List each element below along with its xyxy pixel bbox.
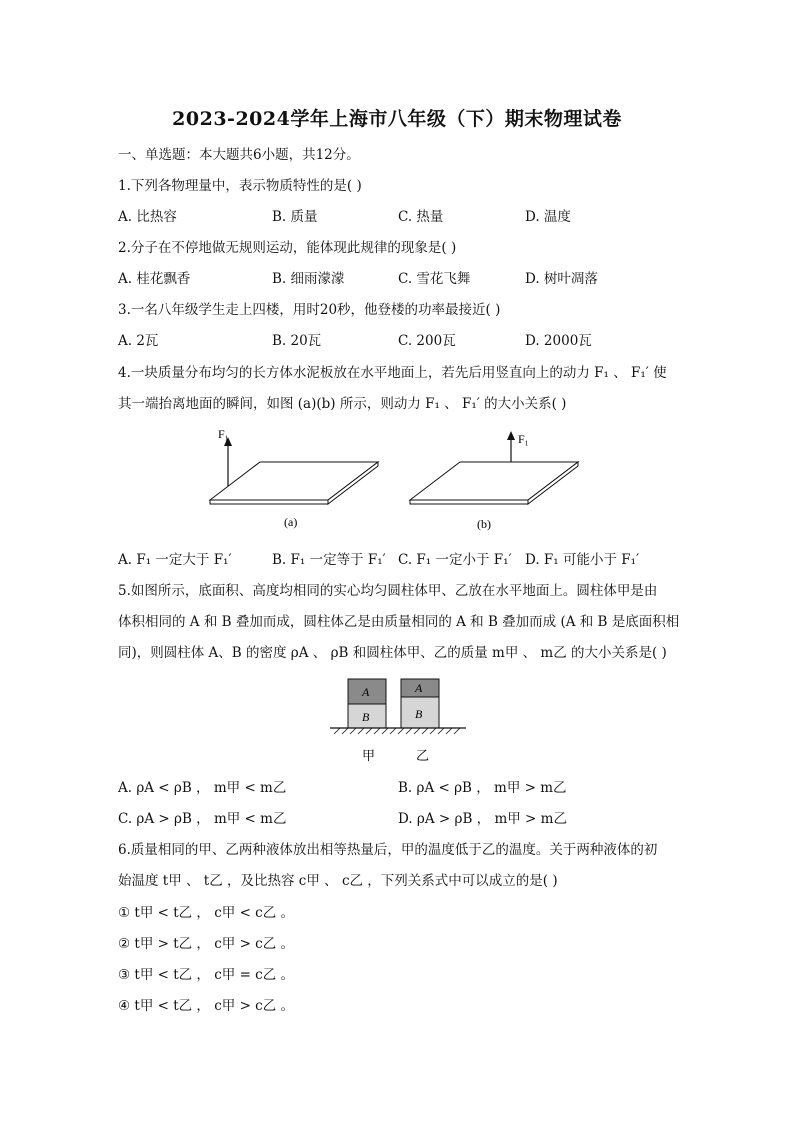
q3-option-b: B. 20瓦 bbox=[272, 333, 322, 349]
ground-hatch bbox=[330, 728, 466, 734]
section-heading: 一、单选题：本大题共6小题，共12分。 bbox=[118, 147, 360, 163]
q1-option-b: B. 质量 bbox=[272, 209, 318, 225]
yi-label-a: A bbox=[415, 681, 423, 695]
q6-item-2: ② t甲 > t乙 ， c甲 > c乙 。 bbox=[118, 936, 295, 952]
jia-label-b: B bbox=[362, 710, 370, 724]
jia-label-a: A bbox=[362, 685, 370, 699]
q3-option-d: D. 2000瓦 bbox=[525, 333, 592, 349]
q1-option-c: C. 热量 bbox=[398, 209, 444, 225]
q6-item-4: ④ t甲 < t乙 ， c甲 > c乙 。 bbox=[118, 998, 295, 1014]
q1-option-d: D. 温度 bbox=[525, 209, 571, 225]
q5-figure bbox=[326, 674, 472, 770]
label-jia: 甲 bbox=[362, 748, 376, 763]
q6-item-1: ① t甲 < t乙 ， c甲 < c乙 。 bbox=[118, 905, 295, 921]
plate-a bbox=[210, 462, 378, 504]
question-5-stem-line2: 体积相同的 A 和 B 叠加而成，圆柱体乙是由质量相同的 A 和 B 叠加而成 (A 和 B 是底面积相 bbox=[118, 614, 680, 630]
q6-item-3: ③ t甲 < t乙 ， c甲 = c乙 。 bbox=[118, 967, 295, 983]
q4-option-b: B. F₁ 一定等于 F₁′ bbox=[272, 552, 386, 568]
q2-option-b: B. 细雨濛濛 bbox=[272, 271, 345, 287]
question-4-stem-line2: 其一端抬离地面的瞬间，如图 (a)(b) 所示，则动力 F₁ 、 F₁′ 的大小关系( ) bbox=[118, 396, 567, 412]
label-yi: 乙 bbox=[416, 748, 430, 763]
q5-option-c: C. ρA > ρB ， m甲 < m乙 bbox=[118, 811, 287, 827]
page-title: 2023-2024学年上海市八年级（下）期末物理试卷 bbox=[172, 108, 622, 130]
q2-option-d: D. 树叶凋落 bbox=[525, 271, 598, 287]
fig-b-label: (b) bbox=[477, 517, 491, 531]
q5-option-a: A. ρA < ρB ， m甲 < m乙 bbox=[118, 780, 287, 796]
q3-option-a: A. 2瓦 bbox=[118, 333, 159, 349]
question-4-stem-line1: 4.一块质量分布均匀的长方体水泥板放在水平地面上，若先后用竖直向上的动力 F₁ 、 F₁′ 使 bbox=[118, 365, 667, 381]
force-arrow-b bbox=[507, 431, 515, 462]
question-3-stem: 3.一名八年级学生走上四楼，用时20秒，他登楼的功率最接近( ) bbox=[118, 302, 501, 318]
q4-option-c: C. F₁ 一定小于 F₁′ bbox=[398, 552, 512, 568]
q4-option-d: D. F₁ 可能小于 F₁′ bbox=[525, 552, 640, 568]
q2-option-c: C. 雪花飞舞 bbox=[398, 271, 471, 287]
q4-figure bbox=[200, 420, 590, 540]
question-1-stem: 1.下列各物理量中，表示物质特性的是( ) bbox=[118, 178, 362, 194]
q5-option-b: B. ρA < ρB ， m甲 > m乙 bbox=[398, 780, 567, 796]
q1-option-a: A. 比热容 bbox=[118, 209, 177, 225]
fig-a-label: (a) bbox=[284, 515, 298, 529]
force-label-a: F₁ bbox=[218, 427, 229, 441]
q4-option-a: A. F₁ 一定大于 F₁′ bbox=[118, 552, 232, 568]
force-arrow-a bbox=[224, 437, 232, 486]
plate-b bbox=[410, 462, 578, 504]
question-5-stem-line3: 同)，则圆柱体 A、B 的密度 ρA 、 ρB 和圆柱体甲、乙的质量 m甲 、 m乙 的大小关系是( ) bbox=[118, 645, 667, 661]
yi-label-b: B bbox=[415, 707, 423, 721]
q2-option-a: A. 桂花飘香 bbox=[118, 271, 191, 287]
question-6-stem-line2: 始温度 t甲 、 t乙 ，及比热容 c甲 、 c乙 ，下列关系式中可以成立的是( ) bbox=[118, 873, 558, 889]
question-2-stem: 2.分子在不停地做无规则运动，能体现此规律的现象是( ) bbox=[118, 240, 457, 256]
question-5-stem-line1: 5.如图所示，底面积、高度均相同的实心均匀圆柱体甲、乙放在水平地面上。圆柱体甲是由 bbox=[118, 583, 658, 599]
q5-option-d: D. ρA > ρB ， m甲 > m乙 bbox=[398, 811, 567, 827]
q3-option-c: C. 200瓦 bbox=[398, 333, 456, 349]
question-6-stem-line1: 6.质量相同的甲、乙两种液体放出相等热量后，甲的温度低于乙的温度。关于两种液体的初 bbox=[118, 842, 658, 858]
force-label-b: F₁ bbox=[518, 432, 529, 446]
